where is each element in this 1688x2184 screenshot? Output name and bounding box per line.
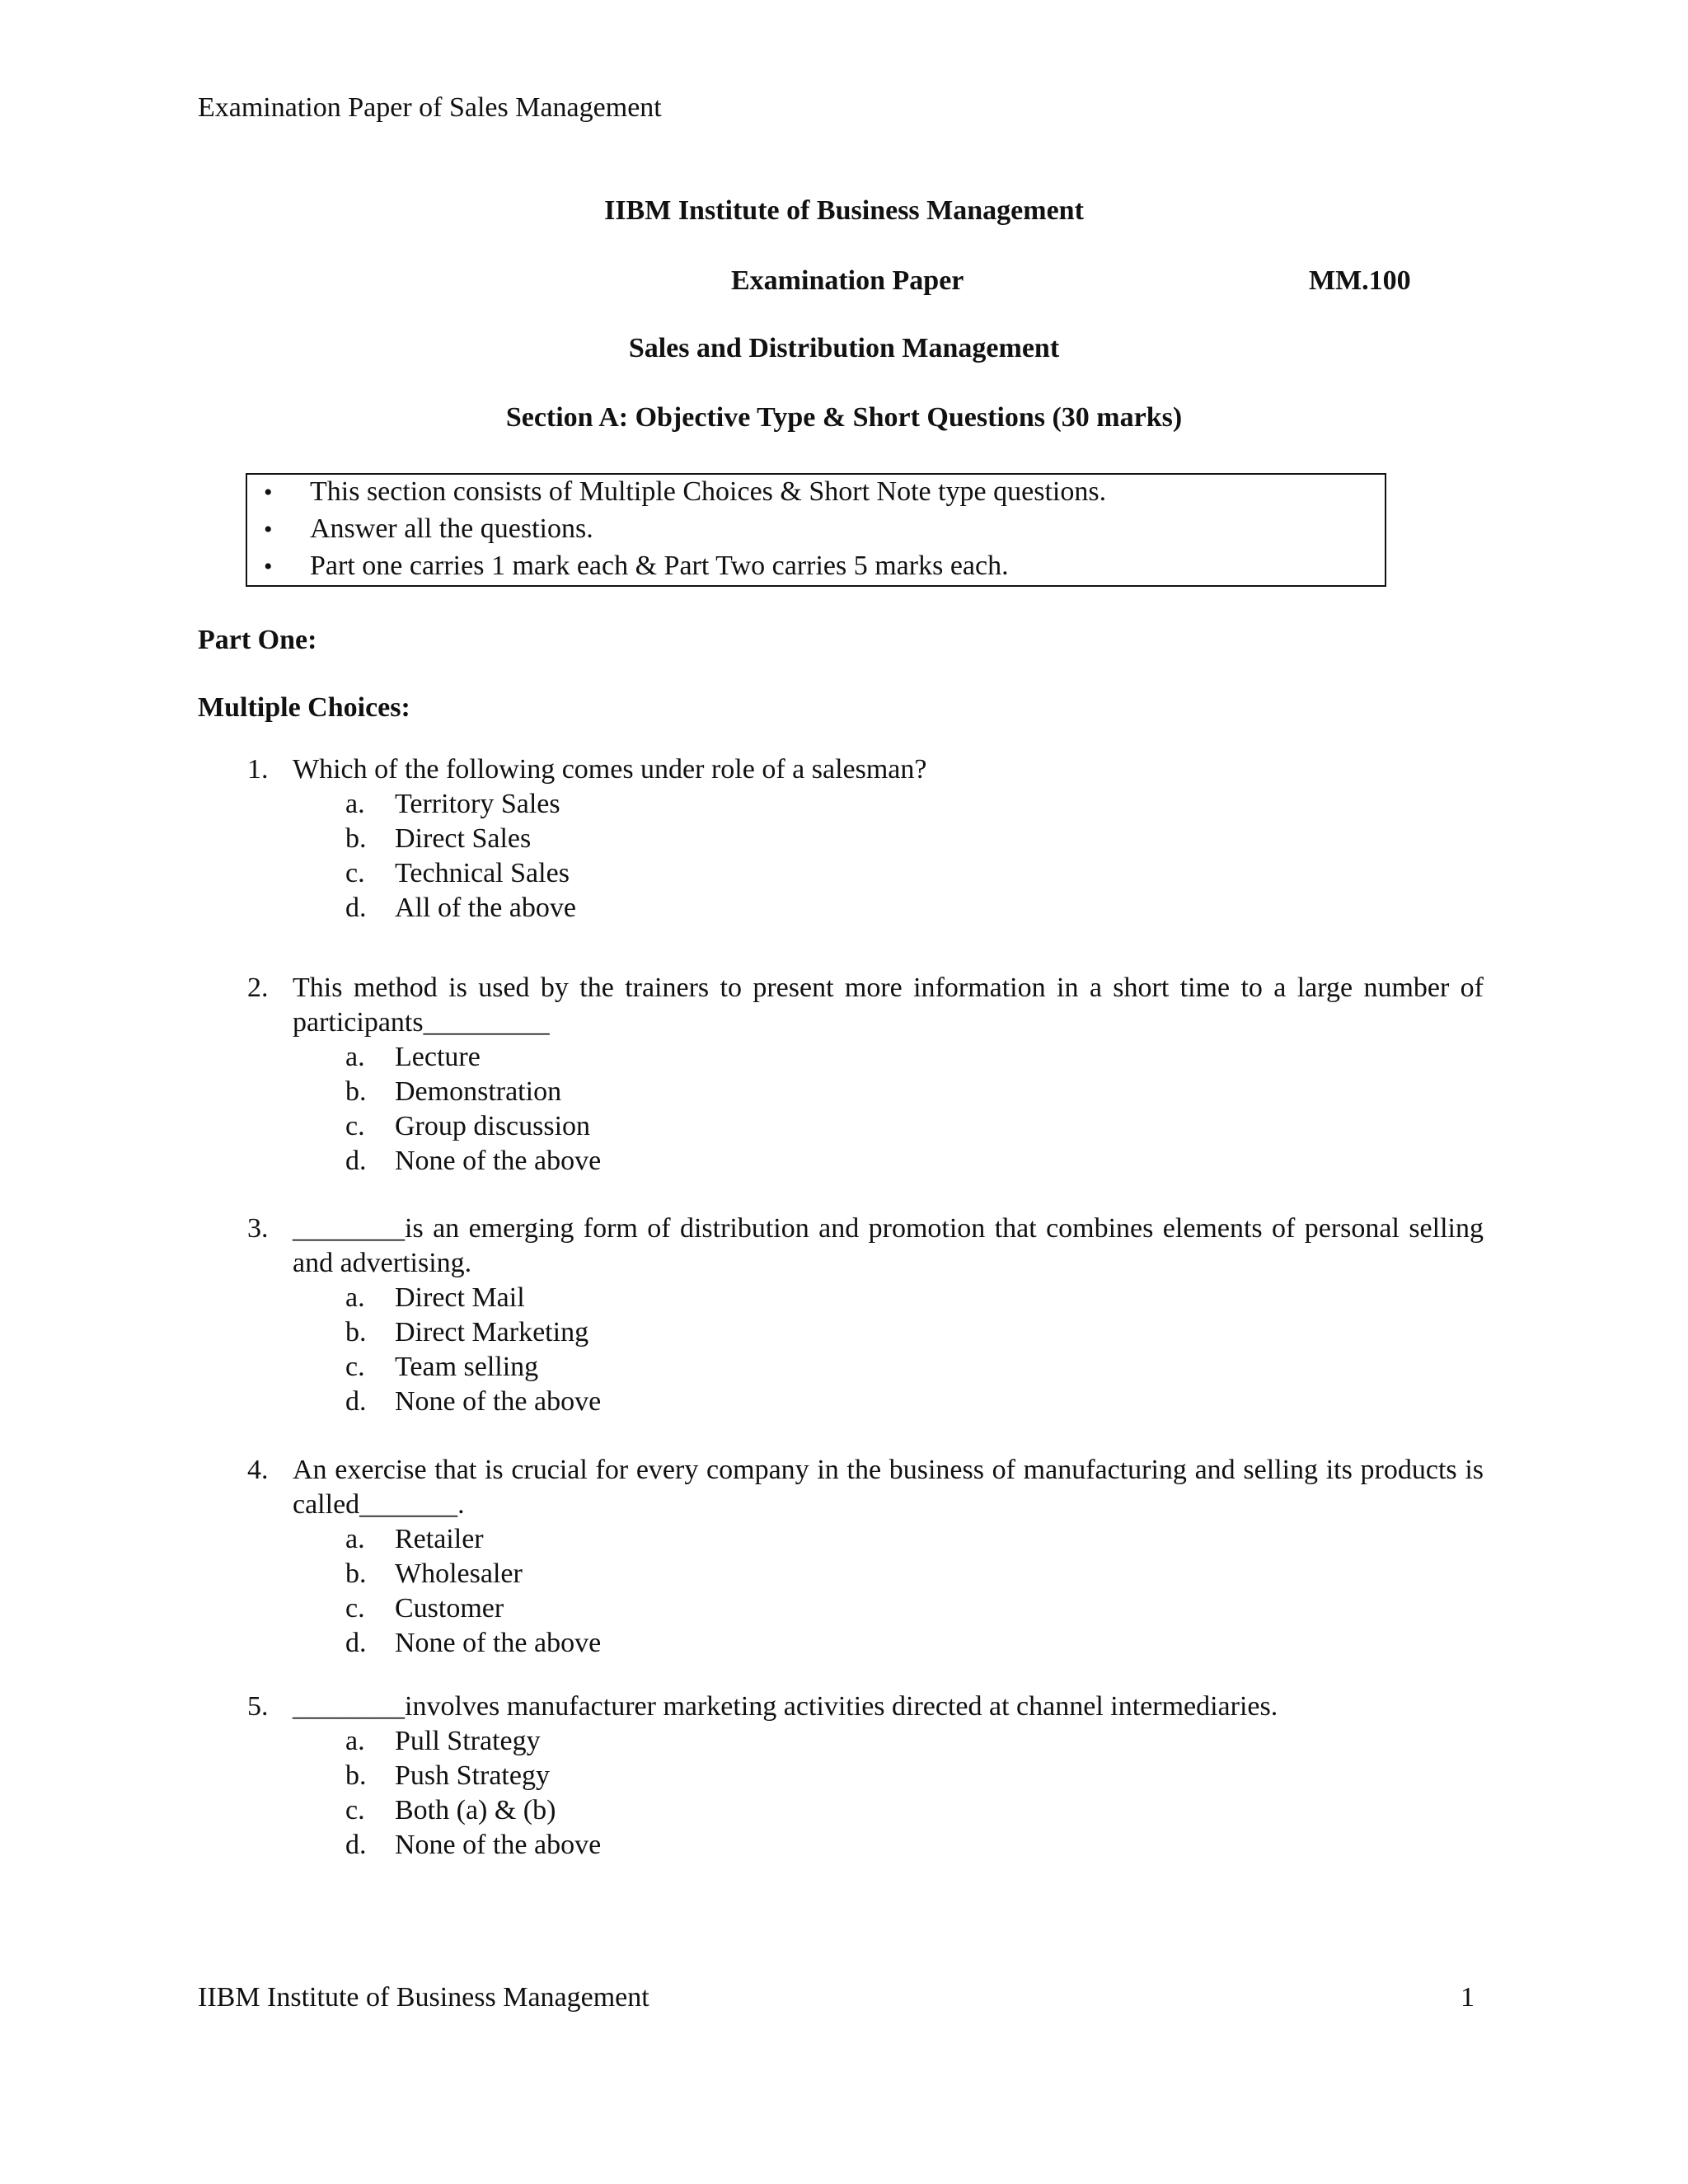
question-3: [247, 1212, 1484, 1419]
option: d. None of the above: [345, 1146, 602, 1176]
instruction-item: • This section consists of Multiple Choices & Short Note type questions.: [264, 476, 1107, 507]
paper-title: Examination Paper: [731, 265, 964, 296]
institute-title: IIBM Institute of Business Management: [604, 195, 1084, 226]
part-subheading: Multiple Choices:: [198, 692, 410, 723]
option: a. Retailer: [345, 1524, 484, 1554]
question-number: 1.: [247, 754, 269, 785]
question-5: [247, 1690, 1484, 1863]
page-number: 1: [1461, 1982, 1475, 2013]
section-title: Section A: Objective Type & Short Questions (30 marks): [505, 402, 1183, 433]
question-text: Which of the following comes under role of a salesman?: [293, 754, 927, 785]
course-code: MM.100: [1309, 265, 1411, 296]
bullet-icon: •: [264, 516, 273, 543]
option: d. All of the above: [345, 893, 576, 923]
question-number: 2.: [247, 972, 269, 1003]
option: b. Wholesaler: [345, 1558, 523, 1589]
bullet-icon: •: [264, 479, 273, 506]
option: d. None of the above: [345, 1830, 602, 1860]
option: d. None of the above: [345, 1386, 602, 1417]
option: a. Direct Mail: [345, 1282, 525, 1313]
question-number: 5.: [247, 1691, 269, 1722]
running-header: Examination Paper of Sales Management: [198, 92, 662, 123]
question-1: [247, 752, 1484, 926]
option: a. Pull Strategy: [345, 1726, 541, 1756]
question-text: ________is an emerging form of distribution and promotion that combines elements of personal selling and advertising.: [293, 1213, 1484, 1278]
question-2: [247, 971, 1484, 1179]
instruction-item: • Part one carries 1 mark each & Part Two carries 5 marks each.: [264, 551, 1009, 581]
option: c. Both (a) & (b): [345, 1795, 556, 1825]
option: c. Group discussion: [345, 1111, 591, 1141]
bullet-icon: •: [264, 553, 273, 580]
instructions-box: [246, 473, 1386, 587]
question-4: [247, 1453, 1484, 1661]
option: a. Lecture: [345, 1042, 481, 1072]
part-heading: Part One:: [198, 625, 317, 655]
option: b. Direct Marketing: [345, 1317, 589, 1347]
option: c. Team selling: [345, 1352, 539, 1382]
question-text: This method is used by the trainers to present more information in a short time to a large number of participants_________: [293, 972, 1484, 1038]
option: d. None of the above: [345, 1628, 602, 1658]
question-number: 4.: [247, 1455, 269, 1485]
option: c. Customer: [345, 1593, 504, 1624]
question-text: ________involves manufacturer marketing activities directed at channel intermediaries.: [293, 1691, 1278, 1722]
option: a. Territory Sales: [345, 789, 560, 819]
instruction-item: • Answer all the questions.: [264, 513, 593, 544]
option: b. Demonstration: [345, 1076, 562, 1107]
subject-title: Sales and Distribution Management: [628, 333, 1060, 363]
question-number: 3.: [247, 1213, 269, 1244]
footer-institute: IIBM Institute of Business Management: [198, 1982, 649, 2013]
option: c. Technical Sales: [345, 858, 570, 888]
option: b. Direct Sales: [345, 823, 532, 854]
option: b. Push Strategy: [345, 1760, 550, 1791]
question-text: An exercise that is crucial for every company in the business of manufacturing and selling its products is called_______.: [293, 1455, 1484, 1520]
